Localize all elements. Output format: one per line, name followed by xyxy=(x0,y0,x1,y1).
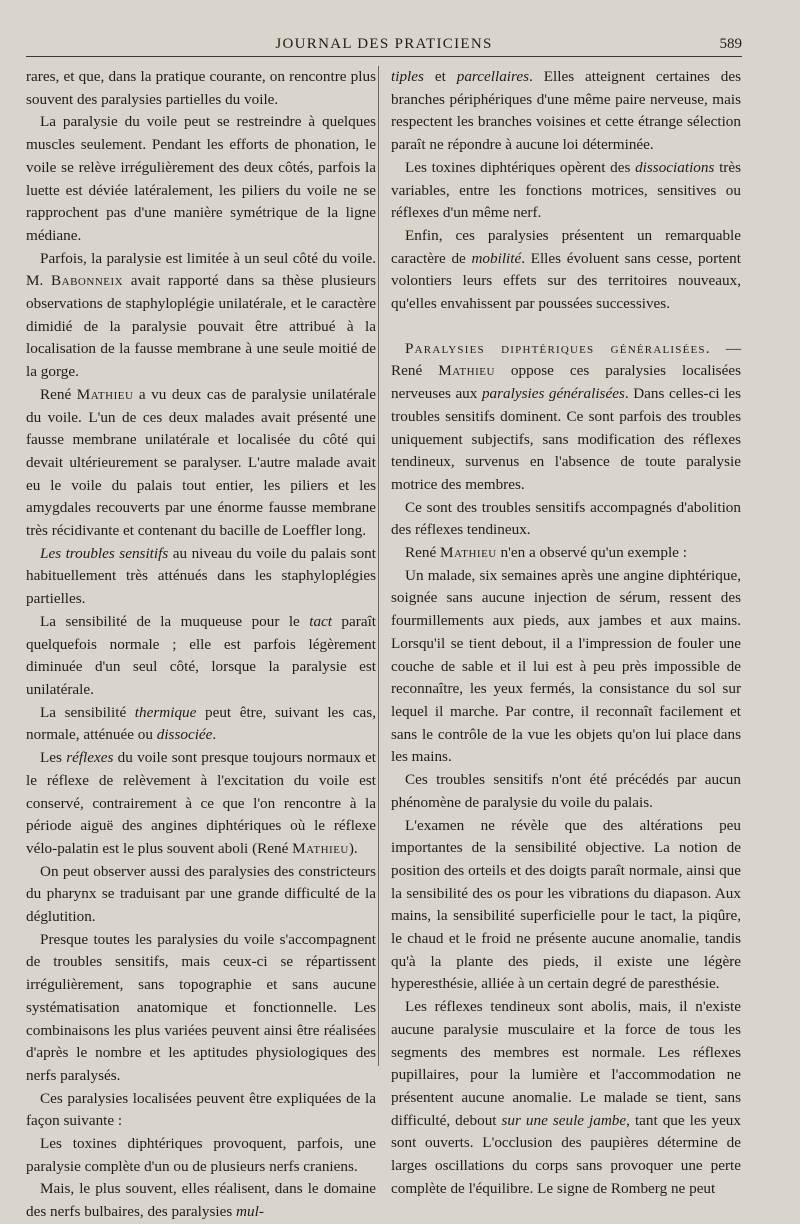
paragraph: La sensibilité de la muqueuse pour le tact paraît quelquefois normale ; elle est parfois légèrement diminuée d'un seul côté, lorsque la paralysie est unilatérale. xyxy=(26,612,377,698)
paragraph: René Mathieu a vu deux cas de paralysie unilatérale du voile. L'un de ces deux malades avait présenté une fausse membrane unilatérale et localisée du côté qui devait ultérieurement se paralyser. L'autre malade avait eu le voile du palais tout entier, les piliers et les amygdales recouverts par une énorme fausse membrane très récidivante et contenant du bacille de Loeffler long. xyxy=(26,385,376,540)
emphasis: paralysies généralisées xyxy=(481,385,625,403)
emphasis: mobilité xyxy=(471,249,522,267)
section-heading: Paralysies diphtériques généralisées. xyxy=(405,339,711,357)
emphasis: réflexes xyxy=(66,749,114,767)
emphasis: sur une seule jambe xyxy=(501,1111,627,1129)
paragraph: Les toxines diphtériques provoquent, parfois, une paralysie complète d'un ou de plusieurs nerfs craniens. xyxy=(26,1135,376,1175)
paragraph: La sensibilité thermique peut être, suivant les cas, normale, atténuée ou dissociée. xyxy=(26,703,376,744)
emphasis: mul- xyxy=(236,1203,264,1221)
paragraph: La paralysie du voile peut se restreindre à quelques muscles seulement. Pendant les efforts de phonation, le voile se relève irrégulièrement des deux côtés, parfois la luette est déviée latéralement, les piliers du voile ne se rapprochent pas d'une manière symétrique de la ligne médiane. xyxy=(26,113,376,244)
paragraph: Parfois, la paralysie est limitée à un seul côté du voile. M. Babonneix avait rapporté dans sa thèse plusieurs observations de staphyloplégie unilatérale, et le caractère dimidié de la paralysie pouvait être attribué à la localisation de la fausse membrane à une seule moitié de la gorge. xyxy=(26,249,376,381)
paragraph: tiples et parcellaires. Elles atteignent certaines des branches périphériques d'une même paire nerveuse, mais respectent les branches voisines et cette étrange sélection paraît ne répondre à aucune loi déterminée. xyxy=(391,68,741,154)
author-name: Babonneix xyxy=(51,272,124,290)
paragraph: Mais, le plus souvent, elles réalisent, dans le domaine des nerfs bulbaires, des paralysies mul- xyxy=(26,1180,376,1221)
paragraph: René Mathieu n'en a observé qu'un exemple : xyxy=(405,544,687,562)
emphasis: dissociations xyxy=(635,158,715,176)
page-number: 589 xyxy=(719,36,742,52)
author-name: Mathieu xyxy=(76,385,134,403)
author-name: Mathieu xyxy=(292,839,349,857)
paragraph: Enfin, ces paralysies présentent un remarquable caractère de mobilité. Elles évoluent sans cesse, portent volontiers leurs effets sur des territoires nouveaux, qu'elles envahissent par poussées successives. xyxy=(391,226,741,313)
paragraph: Un malade, six semaines après une angine diphtérique, soignée sans aucune injection de sérum, ressent des fourmillements aux pieds, aux jambes et aux mains. Lorsqu'il se tient debout, il a l'impression de fouler une couche de sable et il lui est à peu près impossible de reconnaître, les yeux fermés, la consistance du sol sur lequel il marche. Par contre, il reconnaît facilement et sans le contrôle de la vue les objets qu'on lui place dans les mains. xyxy=(391,566,741,766)
emphasis: Les troubles sensitifs xyxy=(40,544,169,562)
emphasis: parcellaires xyxy=(456,68,530,85)
paragraph: rares, et que, dans la pratique courante, on rencontre plus souvent des paralysies partielles du voile. xyxy=(26,68,376,108)
paragraph: Ces paralysies localisées peuvent être expliquées de la façon suivante : xyxy=(26,1089,376,1130)
author-name: Mathieu xyxy=(438,362,495,380)
section-paragraph: Paralysies diphtériques généralisées. — René Mathieu oppose ces paralysies localisées nerveuses aux paralysies généralisées. Dans celles-ci les troubles sensitifs dominent. Ce sont parfois des troubles uniquement subjectifs, sans modification des réflexes tendineux, survenus en l'absence de toute paralysie motrice des membres. xyxy=(391,339,742,493)
right-column xyxy=(391,66,741,1200)
paragraph: Les réflexes tendineux sont abolis, mais, il n'existe aucune paralysie musculaire et la force de tous les segments des membres est normale. Les réflexes pupillaires, pour la lumière et l'accommodation ne présentent aucune anomalie. Le malade se tient, sans difficulté, debout sur une seule jambe, tant que les yeux sont ouverts. L'occlusion des paupières détermine de larges oscillations du corps sans provoquer une perte complète de l'équilibre. Le signe de Romberg ne peut xyxy=(391,998,741,1197)
paragraph: Les réflexes du voile sont presque toujours normaux et le réflexe de relèvement à l'excitation du voile est conservé, contrairement à ce que l'on rencontre à la période aiguë des angines diphtériques où le réflexe vélo-palatin est le plus souvent aboli (René Mathieu). xyxy=(26,749,376,857)
left-column xyxy=(26,66,376,1224)
paragraph: On peut observer aussi des paralysies des constricteurs du pharynx se traduisant par une grande difficulté de la déglutition. xyxy=(26,862,376,926)
paragraph: Ces troubles sensitifs n'ont été précédés par aucun phénomène de paralysie du voile du palais. xyxy=(391,771,741,811)
emphasis: tiples xyxy=(391,68,424,85)
emphasis: dissociée xyxy=(156,726,213,744)
paragraph: Presque toutes les paralysies du voile s'accompagnent de troubles sensitifs, mais ceux-ci se répartissent irrégulièrement, sans topographie et sans aucune systématisation anatomique et fonctionnelle. Les combinaisons les plus variées peuvent ainsi être réalisées d'après le nombre et les aptitudes physiologiques des nerfs paralysés. xyxy=(26,930,376,1084)
emphasis: thermique xyxy=(134,703,197,721)
running-header xyxy=(26,34,742,57)
author-name: Mathieu xyxy=(440,544,497,562)
paragraph: Les troubles sensitifs au niveau du voile du palais sont habituellement très atténués dans les staphyloplégies partielles. xyxy=(26,544,376,608)
journal-title: JOURNAL DES PRATICIENS xyxy=(275,36,493,52)
paragraph: Les toxines diphtériques opèrent des dissociations très variables, entre les fonctions motrices, sensitives ou réflexes d'un même nerf. xyxy=(391,158,741,222)
emphasis: tact xyxy=(309,612,333,630)
column-rule xyxy=(378,66,379,1066)
paragraph: L'examen ne révèle que des altérations peu importantes de la sensibilité objective. La notion de position des orteils et des doigts paraît normale, ainsi que la sensibilité des os pour les vibrations du diapason. Aux mains, la sensibilité superficielle pour le tact, la piqûre, le chaud et le froid ne présente aucune anomalie, tandis qu'à la plante des pieds, il existe une légère hyperesthésie, alliée à un certain degré de paresthésie. xyxy=(391,816,741,993)
paragraph: Ce sont des troubles sensitifs accompagnés d'abolition des réflexes tendineux. xyxy=(391,498,741,539)
